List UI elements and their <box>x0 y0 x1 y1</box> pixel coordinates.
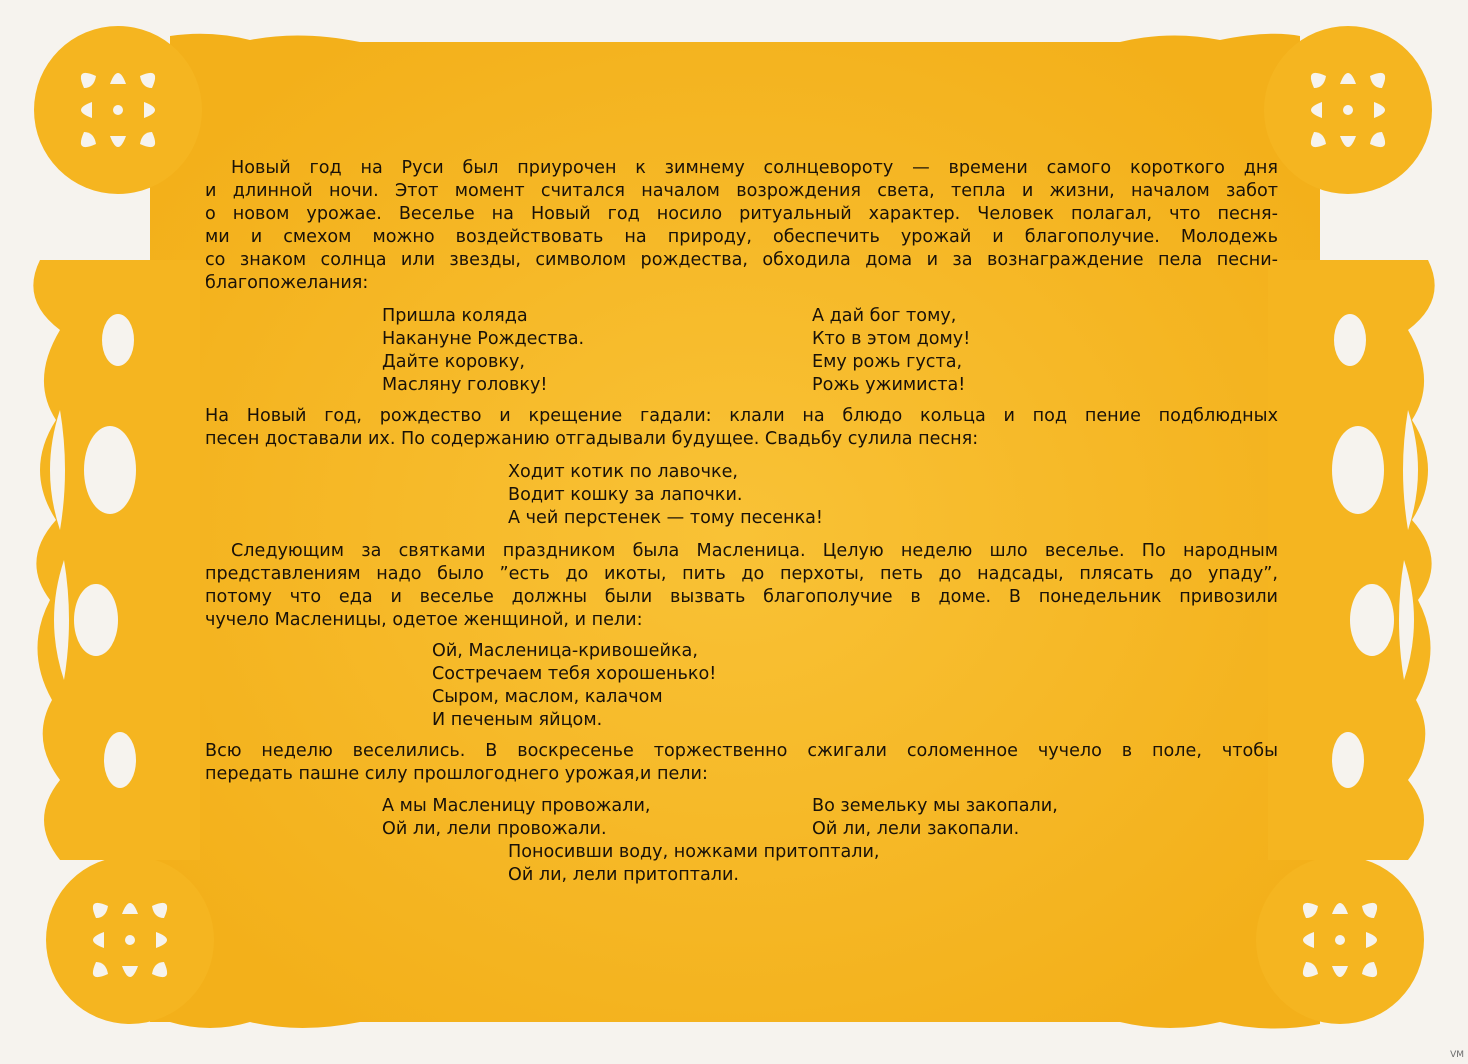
verse-line: Ой ли, лели провожали. <box>382 819 607 839</box>
verse-line: А чей перстенек — тому песенка! <box>508 508 823 528</box>
paragraph-line: На Новый год, рождество и крещение гадали: клали на блюдо кольца и под пение подблюдных <box>205 406 1278 426</box>
verse-line: Дайте коровку, <box>382 352 525 372</box>
verse-line: Сыром, маслом, калачом <box>432 687 663 707</box>
paragraph-line: Всю неделю веселились. В воскресенье торжественно сжигали соломенное чучело в поле, чтобы <box>205 741 1278 761</box>
paragraph-line: о новом урожае. Веселье на Новый год носило ритуальный характер. Человек полагал, что песня- <box>205 204 1278 224</box>
paragraph-line: со знаком солнца или звезды, символом рождества, обходила дома и за вознаграждение пела песни- <box>205 250 1278 270</box>
verse-line: А мы Масленицу провожали, <box>382 796 651 816</box>
paragraph-line: Следующим за святками праздником была Масленица. Целую неделю шло веселье. По народным <box>231 541 1278 561</box>
paragraph-line: и длинной ночи. Этот момент считался началом возрождения света, тепла и жизни, началом забот <box>205 181 1278 201</box>
paragraph-line: чучело Масленицы, одетое женщиной, и пели: <box>205 610 643 630</box>
verse-line: И печеным яйцом. <box>432 710 603 730</box>
verse-line: Рожь ужимиста! <box>812 375 966 395</box>
verse-line: Во земельку мы закопали, <box>812 796 1058 816</box>
paragraph-line: Новый год на Руси был приурочен к зимнему солнцевороту — времени самого короткого дня <box>231 158 1278 178</box>
paragraph-line: передать пашне силу прошлогоднего урожая,и пели: <box>205 764 708 784</box>
paragraph-line: ми и смехом можно воздействовать на природу, обеспечить урожай и благополучие. Молодежь <box>205 227 1278 247</box>
verse-line: Ой ли, лели притоптали. <box>508 865 740 885</box>
paragraph-line: представлениям надо было ”есть до икоты, пить до перхоты, петь до надсады, плясать до упаду”, <box>205 564 1278 584</box>
verse-line: Ой ли, лели закопали. <box>812 819 1020 839</box>
verse-line: Ему рожь густа, <box>812 352 963 372</box>
paragraph-line: песен доставали их. По содержанию отгадывали будущее. Свадьбу сулила песня: <box>205 429 979 449</box>
verse-line: А дай бог тому, <box>812 306 957 326</box>
verse-line: Ой, Масленица-кривошейка, <box>432 641 698 661</box>
verse-line: Кто в этом дому! <box>812 329 971 349</box>
verse-line: Масляну головку! <box>382 375 548 395</box>
verse-line: Накануне Рождества. <box>382 329 585 349</box>
watermark: VM <box>1450 1050 1464 1060</box>
verse-line: Водит кошку за лапочки. <box>508 485 743 505</box>
paragraph-line: потому что еда и веселье должны были вызвать благополучие в доме. В понедельник привозили <box>205 587 1278 607</box>
verse-line: Состречаем тебя хорошенько! <box>432 664 717 684</box>
paragraph-line: благопожелания: <box>205 273 369 293</box>
verse-line: Ходит котик по лавочке, <box>508 462 739 482</box>
verse-line: Пришла коляда <box>382 306 528 326</box>
verse-line: Поносивши воду, ножками притоптали, <box>508 842 880 862</box>
